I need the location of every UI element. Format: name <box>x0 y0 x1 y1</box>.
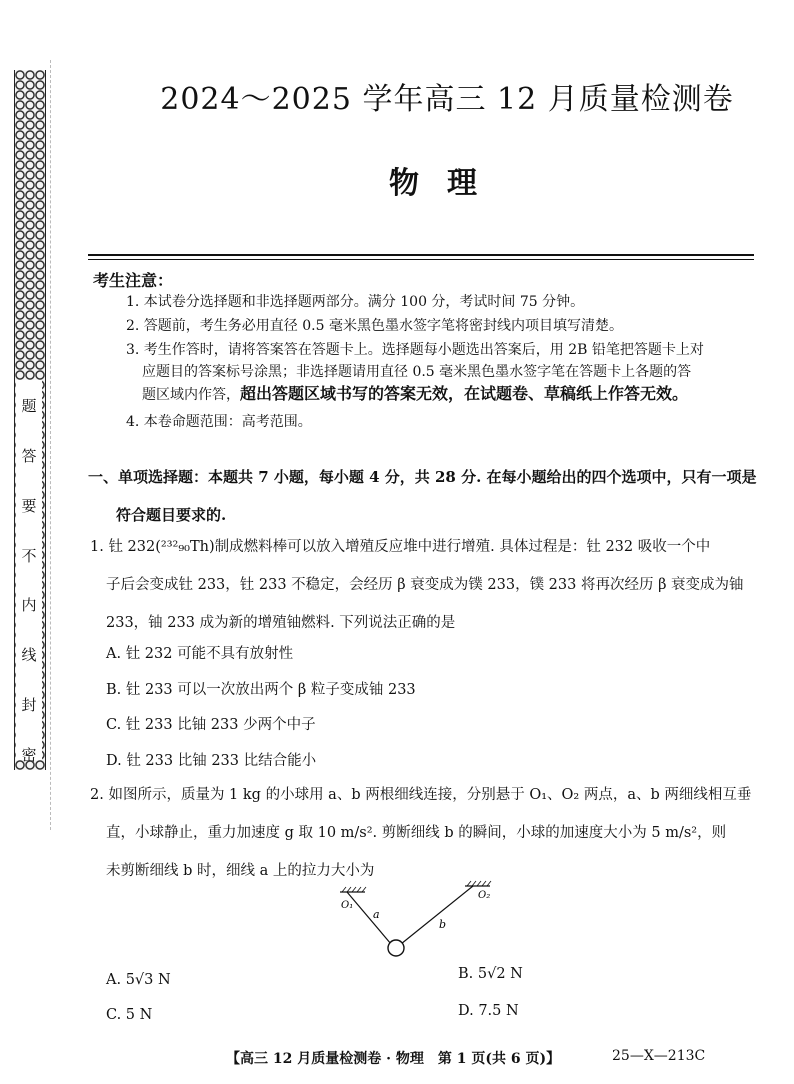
label-o2: O₂ <box>478 890 491 901</box>
string-a <box>347 892 391 944</box>
question-1-line-3: 233，铀 233 成为新的增殖铀燃料. 下列说法正确的是 <box>106 615 456 631</box>
seal-char: 内 <box>21 596 37 615</box>
question-1-option-c: C. 钍 233 比铀 233 少两个中子 <box>106 717 316 733</box>
label-o1: O₁ <box>341 900 354 911</box>
question-2-option-b: B. 5√2 N <box>458 966 523 982</box>
question-2-line-2: 直，小球静止，重力加速度 g 取 10 m/s². 剪断细线 b 的瞬间，小球的加速度大小为 5 m/s²，则 <box>106 825 727 841</box>
pendulum-figure <box>335 880 505 960</box>
seal-line-labels <box>16 395 42 765</box>
notice-item-1: 1. 本试卷分选择题和非选择题两部分。满分 100 分，考试时间 75 分钟。 <box>126 294 585 310</box>
notice-item-3-line-3 <box>142 384 756 405</box>
section-heading-line-1: 一、单项选择题：本题共 7 小题，每小题 4 分，共 28 分. 在每小题给出的四个选项中，只有一项是 <box>88 468 757 486</box>
notice-item-2: 2. 答题前，考生务必用直径 0.5 毫米黑色墨水签字笔将密封线内项目填写清楚。 <box>126 318 623 334</box>
question-1 <box>90 528 770 642</box>
label-a: a <box>373 908 380 921</box>
question-2-option-d: D. 7.5 N <box>458 1003 519 1019</box>
string-b <box>401 886 473 944</box>
question-1-option-d: D. 钍 233 比铀 233 比结合能小 <box>106 753 317 769</box>
question-2-option-c: C. 5 N <box>106 1007 153 1023</box>
paper-code: 25—X—213C <box>612 1048 706 1064</box>
section-heading <box>88 458 778 534</box>
seal-char: 题 <box>21 397 37 415</box>
notice-title: 考生注意： <box>93 271 174 290</box>
question-1-option-a: A. 钍 232 可能不具有放射性 <box>106 646 294 662</box>
notice-item-4: 4. 本卷命题范围：高考范围。 <box>126 414 312 430</box>
question-2 <box>90 776 770 890</box>
question-2-option-a: A. 5√3 N <box>106 972 171 988</box>
seal-char: 要 <box>21 496 37 515</box>
ceiling-o2-hatch <box>467 881 491 886</box>
question-1-line-1: 1. 钍 232(²³²₉₀Th)制成燃料棒可以放入增殖反应堆中进行增殖. 具体过程是：钍 232 吸收一个中 <box>90 539 711 555</box>
seal-char: 不 <box>21 546 37 565</box>
page-footer: 【高三 12 月质量检测卷 · 物理 第 1 页(共 6 页)】 <box>226 1051 561 1067</box>
question-1-line-2: 子后会变成钍 233，钍 233 不稳定，会经历 β 衰变成为镤 233，镤 233 将再次经历 β 衰变成为铀 <box>106 577 744 593</box>
seal-char: 答 <box>21 446 37 465</box>
ball <box>388 940 404 956</box>
seal-char: 线 <box>21 646 37 665</box>
question-2-line-3: 未剪断细线 b 时，细线 a 上的拉力大小为 <box>106 863 375 879</box>
ceiling-o1-hatch <box>342 887 366 892</box>
header-divider-thin <box>88 259 754 260</box>
seal-char: 密 <box>21 745 37 764</box>
seal-dashed-line <box>50 60 51 830</box>
notice-item-3-emphasis: 超出答题区域书写的答案无效，在试题卷、草稿纸上作答无效。 <box>240 384 689 403</box>
header-divider <box>88 254 754 256</box>
section-heading-line-2: 符合题目要求的. <box>116 506 227 524</box>
subject-title: 物理 <box>389 166 505 201</box>
notice-item-3-prefix: 题区域内作答， <box>142 387 240 403</box>
exam-title: 2024～2025 学年高三 12 月质量检测卷 <box>160 82 734 117</box>
label-b: b <box>439 918 447 931</box>
notice-item-3-line-1: 3. 考生作答时，请将答案答在答题卡上。选择题每小题选出答案后，用 2B 铅笔把答题卡上对 <box>126 342 704 358</box>
question-1-option-b: B. 钍 233 可以一次放出两个 β 粒子变成铀 233 <box>106 682 416 698</box>
question-2-line-1: 2. 如图所示，质量为 1 kg 的小球用 a、b 两根细线连接，分别悬于 O₁、O₂ 两点，a、b 两细线相互垂 <box>90 787 752 803</box>
seal-char: 封 <box>21 696 37 715</box>
notice-item-3-line-2: 应题目的答案标号涂黑；非选择题请用直径 0.5 毫米黑色墨水签字笔在答题卡上各题的答 <box>142 364 692 380</box>
